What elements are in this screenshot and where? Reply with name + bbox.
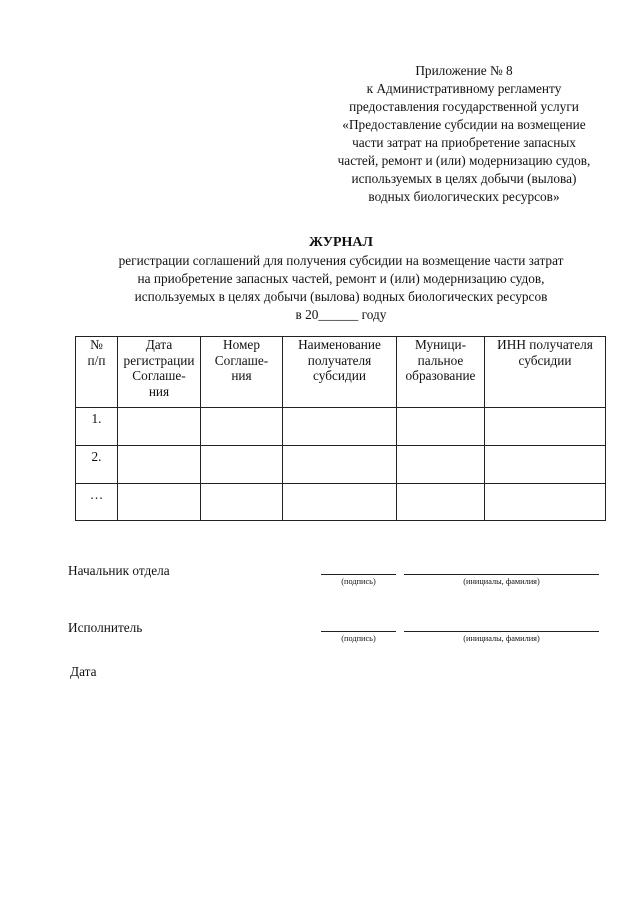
subtitle-line: регистрации соглашений для получения субсидии на возмещение части затрат — [118, 253, 564, 268]
appendix-line: Приложение № 8 — [415, 63, 513, 78]
subtitle-line: в 20______ году — [295, 307, 387, 322]
table-row — [76, 446, 606, 484]
appendix-line: «Предоставление субсидии на возмещение — [342, 117, 586, 132]
name-line — [404, 574, 599, 575]
table-cell — [201, 408, 283, 446]
appendix-line: частей, ремонт и (или) модернизацию судов, — [337, 153, 591, 168]
table-cell — [485, 408, 606, 446]
document-subtitle — [40, 252, 640, 324]
subtitle-line: используемых в целях добычи (вылова) водных биологических ресурсов — [134, 289, 548, 304]
table-cell-number: 2. — [76, 446, 118, 484]
table-cell — [397, 408, 485, 446]
table-cell — [397, 484, 485, 521]
header-recipient-name: Наименование получателя субсидии — [283, 337, 397, 408]
header-agreement-number: Номер Соглаше- ния — [201, 337, 283, 408]
appendix-line: части затрат на приобретение запасных — [352, 135, 576, 150]
appendix-line: к Административному регламенту — [366, 81, 562, 96]
table-row — [76, 408, 606, 446]
signature-line — [321, 631, 396, 632]
name-line — [404, 631, 599, 632]
table-cell-number: 1. — [76, 408, 118, 446]
appendix-line: водных биологических ресурсов» — [368, 189, 560, 204]
signature-line — [321, 574, 396, 575]
table-cell — [283, 484, 397, 521]
header-recipient-inn: ИНН получателя субсидии — [485, 337, 606, 408]
name-caption: (инициалы, фамилия) — [463, 634, 540, 643]
header-number: № п/п — [76, 337, 118, 408]
subtitle-line: на приобретение запасных частей, ремонт и (или) модернизацию судов, — [137, 271, 545, 286]
table-cell — [485, 446, 606, 484]
registration-journal-table — [75, 336, 606, 521]
signature-caption: (подпись) — [341, 634, 376, 643]
header-municipality: Муници- пальное образование — [397, 337, 485, 408]
document-title: ЖУРНАЛ — [309, 235, 373, 250]
table-cell — [118, 484, 201, 521]
header-registration-date: Дата регистрации Соглаше- ния — [118, 337, 201, 408]
table-header-row — [76, 337, 606, 408]
table-cell-number: … — [76, 484, 118, 521]
executor-label: Исполнитель — [68, 620, 143, 635]
name-caption: (инициалы, фамилия) — [463, 577, 540, 586]
table-cell — [397, 446, 485, 484]
table-cell — [118, 408, 201, 446]
head-of-department-label: Начальник отдела — [68, 563, 170, 578]
table-cell — [201, 446, 283, 484]
table-cell — [283, 408, 397, 446]
appendix-line: используемых в целях добычи (вылова) — [351, 171, 577, 186]
appendix-line: предоставления государственной услуги — [349, 99, 579, 114]
table-cell — [485, 484, 606, 521]
signature-caption: (подпись) — [341, 577, 376, 586]
table-row — [76, 484, 606, 521]
table-cell — [201, 484, 283, 521]
date-label: Дата — [70, 664, 97, 679]
appendix-block — [306, 62, 622, 206]
table-cell — [118, 446, 201, 484]
table-cell — [283, 446, 397, 484]
